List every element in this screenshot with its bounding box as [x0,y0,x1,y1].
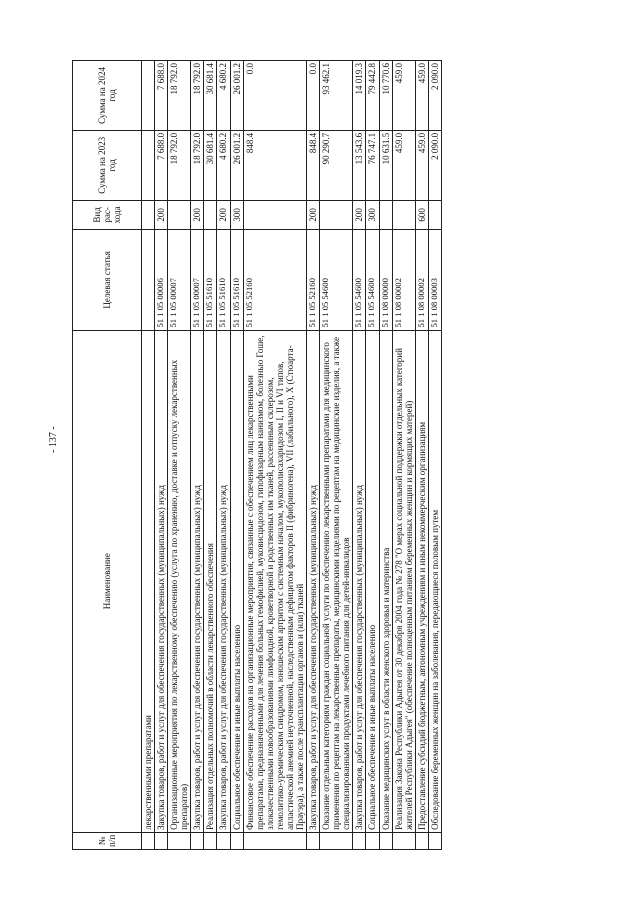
cell-name: Социальное обеспечение и иные выплаты населению [230,330,243,832]
cell-code: 51 1 05 51610 [204,230,217,330]
cell-name: Оказание медицинских услуг в области женского здоровья и материнства [379,330,392,832]
cell-sum-2024: 18 792.0 [191,61,204,131]
cell-type [320,200,353,229]
cell-code: 51 1 05 54600 [353,230,366,330]
cell-sum-2024: 79 442.8 [366,61,379,131]
cell-sum-2024: 10 770.6 [379,61,392,131]
cell-code: 51 1 05 00007 [168,230,191,330]
cell-type: 200 [217,200,230,229]
table-body [142,61,442,850]
table-row [191,61,204,850]
cell-code: 51 1 05 52160 [243,230,306,330]
cell-sum-2023: 30 681.4 [204,130,217,200]
cell-code: 51 1 08 00002 [392,230,415,330]
cell-name: Закупка товаров, работ и услуг для обеспечения государственных (муниципальных) нужд [307,330,320,832]
cell-no [415,832,428,849]
cell-sum-2024: 2 090.0 [428,61,441,131]
cell-name: Закупка товаров, работ и услуг для обеспечения государственных (муниципальных) нужд [217,330,230,832]
cell-name: Оказание отдельным категориям граждан социальной услуги по обеспечению лекарственными препаратами для медицинского применения по рецептам на лекарственные препараты, медицинскими изделиями по рецептам на медицинские изделия, а также специализированными продуктами лечебного питания для детей-инвалидов [320,330,353,832]
cell-sum-2024: 0.0 [307,61,320,131]
cell-code: 51 1 08 00003 [428,230,441,330]
cell-name: Реализация Закона Республики Адыгея от 30 декабря 2004 года № 278 "О мерах социальной поддержки отдельных категорий жителей Республики Адыгея" (обеспечение полноценным питанием беременных женщин и кормящих матерей) [392,330,415,832]
cell-no [379,832,392,849]
rotated-page [72,60,554,850]
cell-no [353,832,366,849]
cell-code: 51 1 08 00000 [379,230,392,330]
cell-name: Социальное обеспечение и иные выплаты населению [366,330,379,832]
cell-code: 51 1 05 00007 [191,230,204,330]
cell-name: Закупка товаров, работ и услуг для обеспечения государственных (муниципальных) нужд [155,330,168,832]
page-number: - 137 - [48,426,59,454]
cell-no [230,832,243,849]
header-code: Целевая статья [73,230,142,330]
table-row [353,61,366,850]
header-no: № п/п [73,832,142,849]
cell-sum-2024: 0.0 [243,61,306,131]
table-row [204,61,217,850]
cell-no [320,832,353,849]
cell-type [204,200,217,229]
cell-type: 300 [366,200,379,229]
table-row [155,61,168,850]
table-row [217,61,230,850]
cell-sum-2024: 4 680.2 [217,61,230,131]
cell-sum-2023: 13 543.6 [353,130,366,200]
table-row [320,61,353,850]
cell-sum-2023: 10 631.5 [379,130,392,200]
cell-code: 51 1 05 00006 [155,230,168,330]
cell-sum-2024: 459.0 [392,61,415,131]
cell-no [155,832,168,849]
cell-type [168,200,191,229]
cell-type [392,200,415,229]
cell-no [191,832,204,849]
table-row [379,61,392,850]
cell-code: 51 1 05 54600 [366,230,379,330]
cell-sum-2024: 7 688.0 [155,61,168,131]
cell-code [142,230,155,330]
cell-type: 600 [415,200,428,229]
cell-sum-2024: 459.0 [415,61,428,131]
header-sum-2023: Сумма на 2023 год [73,130,142,200]
cell-type: 200 [307,200,320,229]
cell-sum-2023: 76 747.1 [366,130,379,200]
cell-no [366,832,379,849]
cell-no [168,832,191,849]
table-row [307,61,320,850]
cell-sum-2023: 7 688.0 [155,130,168,200]
cell-type: 200 [155,200,168,229]
cell-sum-2023: 18 792.0 [191,130,204,200]
header-sum-2024: Сумма на 2024 год [73,61,142,131]
table-row [392,61,415,850]
cell-type: 200 [353,200,366,229]
cell-name: Финансовое обеспечение расходов на организационные мероприятия, связанные с обеспечением лиц лекарственными препаратами, предназначенными для лечения больных гемофилией, муковисцидозом, гипофизарным нанизмом, болезнью Гоше, злокачественными новообразованиями лимфоидной, кроветворной и родственных им тканей, рассеянным склерозом, гемолитико-уремическим синдромом, юношеским артритом с системным началом, мукополисахаридозом I, II и VI типов, апластической анемией неуточненной, наследственным дефицитом факторов II (фибриногена), VII (лабильного), X (Стюарта-Прауэра), а также после трансплантации органов и (или) тканей [243,330,306,832]
cell-name: Реализация отдельных полномочий в области лекарственного обеспечения [204,330,217,832]
cell-type [243,200,306,229]
cell-type [428,200,441,229]
cell-code: 51 1 05 51610 [217,230,230,330]
cell-sum-2024: 14 019.3 [353,61,366,131]
cell-sum-2023: 459.0 [415,130,428,200]
cell-sum-2023: 26 001.2 [230,130,243,200]
cell-type [379,200,392,229]
cell-type [142,200,155,229]
table-row [366,61,379,850]
cell-sum-2023: 4 680.2 [217,130,230,200]
cell-code: 51 1 05 51610 [230,230,243,330]
cell-name: Предоставление субсидий бюджетным, автономным учреждениям и иным некоммерческим организациям [415,330,428,832]
cell-no [217,832,230,849]
table-row [415,61,428,850]
cell-type: 300 [230,200,243,229]
cell-sum-2024: 30 681.4 [204,61,217,131]
cell-no [243,832,306,849]
cell-sum-2023: 90 290.7 [320,130,353,200]
budget-table [72,60,442,850]
cell-sum-2023: 2 090.0 [428,130,441,200]
cell-no [142,832,155,849]
cell-code: 51 1 08 00002 [415,230,428,330]
cell-sum-2023: 459.0 [392,130,415,200]
cell-code: 51 1 05 52160 [307,230,320,330]
rotated-content [72,60,554,850]
cell-sum-2023: 848.4 [243,130,306,200]
cell-no [307,832,320,849]
header-row [73,61,142,850]
cell-sum-2024 [142,61,155,131]
cell-sum-2023: 848.4 [307,130,320,200]
cell-name: Закупка товаров, работ и услуг для обеспечения государственных (муниципальных) нужд [191,330,204,832]
cell-sum-2023 [142,130,155,200]
cell-name: Обследование беременных женщин на заболевания, передающиеся половым путем [428,330,441,832]
cell-sum-2023: 18 792.0 [168,130,191,200]
table-row [168,61,191,850]
cell-name: лекарственными препаратами [142,330,155,832]
cell-name: Организационные мероприятия по лекарственному обеспечению (услуга по хранению, доставке и отпуску лекарственных препаратов) [168,330,191,832]
cell-no [204,832,217,849]
cell-type: 200 [191,200,204,229]
cell-sum-2024: 93 462.1 [320,61,353,131]
header-name: Наименование [73,330,142,832]
table-row [428,61,441,850]
table-row [243,61,306,850]
table-row [142,61,155,850]
table-row [230,61,243,850]
header-type: Вид рас- хода [73,200,142,229]
cell-code: 51 1 05 54600 [320,230,353,330]
cell-sum-2024: 26 001.2 [230,61,243,131]
cell-name: Закупка товаров, работ и услуг для обеспечения государственных (муниципальных) нужд [353,330,366,832]
cell-no [428,832,441,849]
cell-no [392,832,415,849]
cell-sum-2024: 18 792.0 [168,61,191,131]
